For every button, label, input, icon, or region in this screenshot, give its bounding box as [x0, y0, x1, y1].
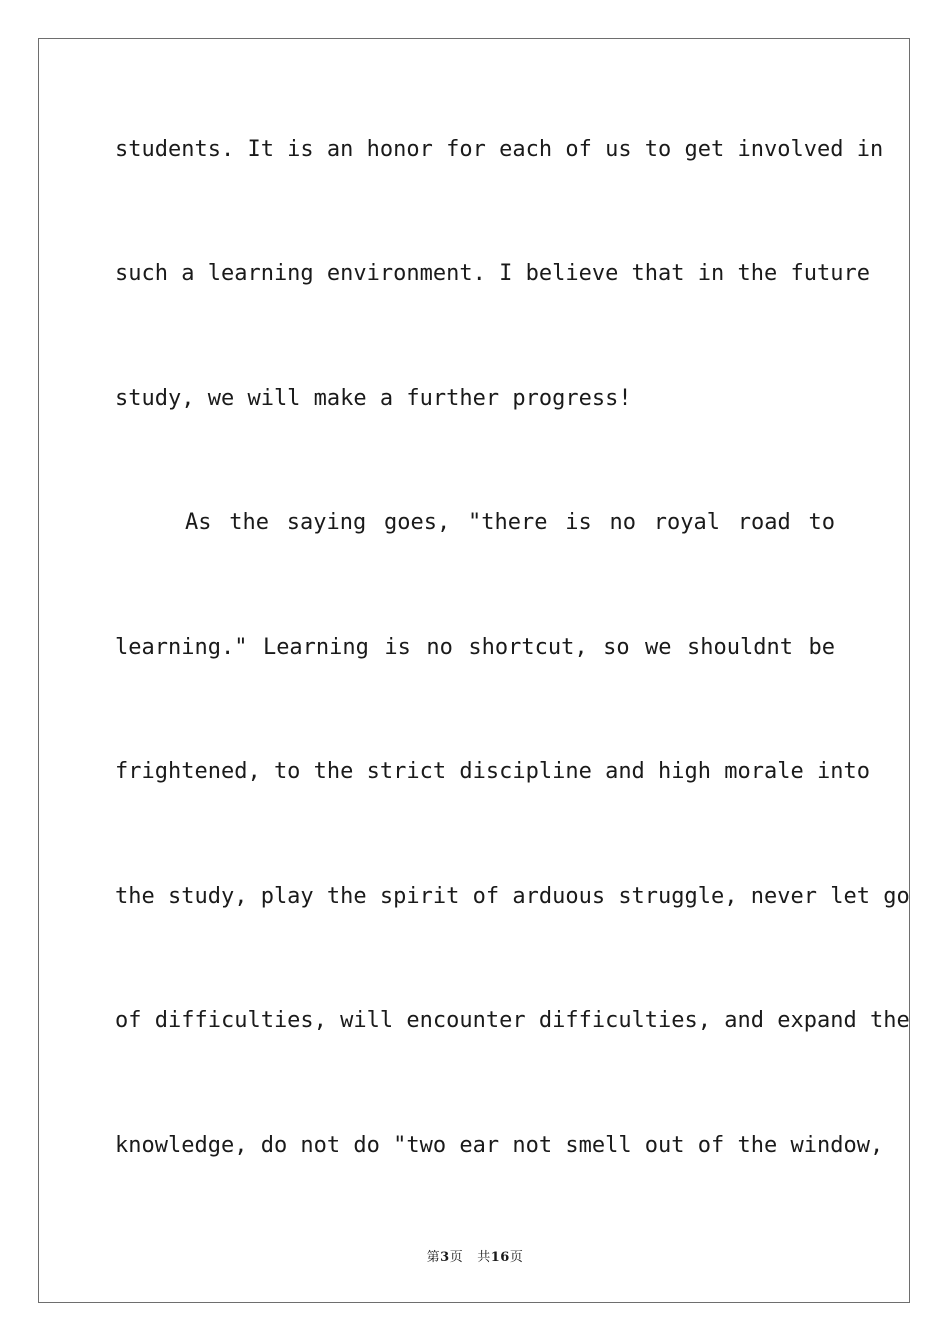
text-line-2: such a learning environment. I believe that in the future	[115, 261, 870, 286]
text-line-1: students. It is an honor for each of us to get involved in	[115, 137, 884, 162]
text-line-9: knowledge, do not do "two ear not smell out of the window,	[115, 1133, 884, 1158]
footer-total-suffix: 页	[509, 1250, 524, 1265]
text-line-8: of difficulties, will encounter difficulties, and expand the	[115, 1008, 910, 1033]
text-line-5: learning." Learning is no shortcut, so we shouldnt be	[115, 635, 835, 660]
footer-page-number: 3	[440, 1250, 450, 1265]
page-footer	[0, 1246, 950, 1265]
text-line-6: frightened, to the strict discipline and high morale into	[115, 759, 870, 784]
text-line-7: the study, play the spirit of arduous struggle, never let go	[115, 884, 910, 909]
footer-total-prefix: 共	[477, 1250, 491, 1265]
text-line-4: As the saying goes, "there is no royal road to	[185, 510, 835, 535]
page-border	[38, 38, 910, 1303]
footer-page-prefix: 第	[426, 1250, 441, 1265]
footer-total-pages: 16	[490, 1250, 510, 1265]
footer-page-suffix: 页	[449, 1250, 464, 1265]
text-line-3: study, we will make a further progress!	[115, 386, 632, 411]
